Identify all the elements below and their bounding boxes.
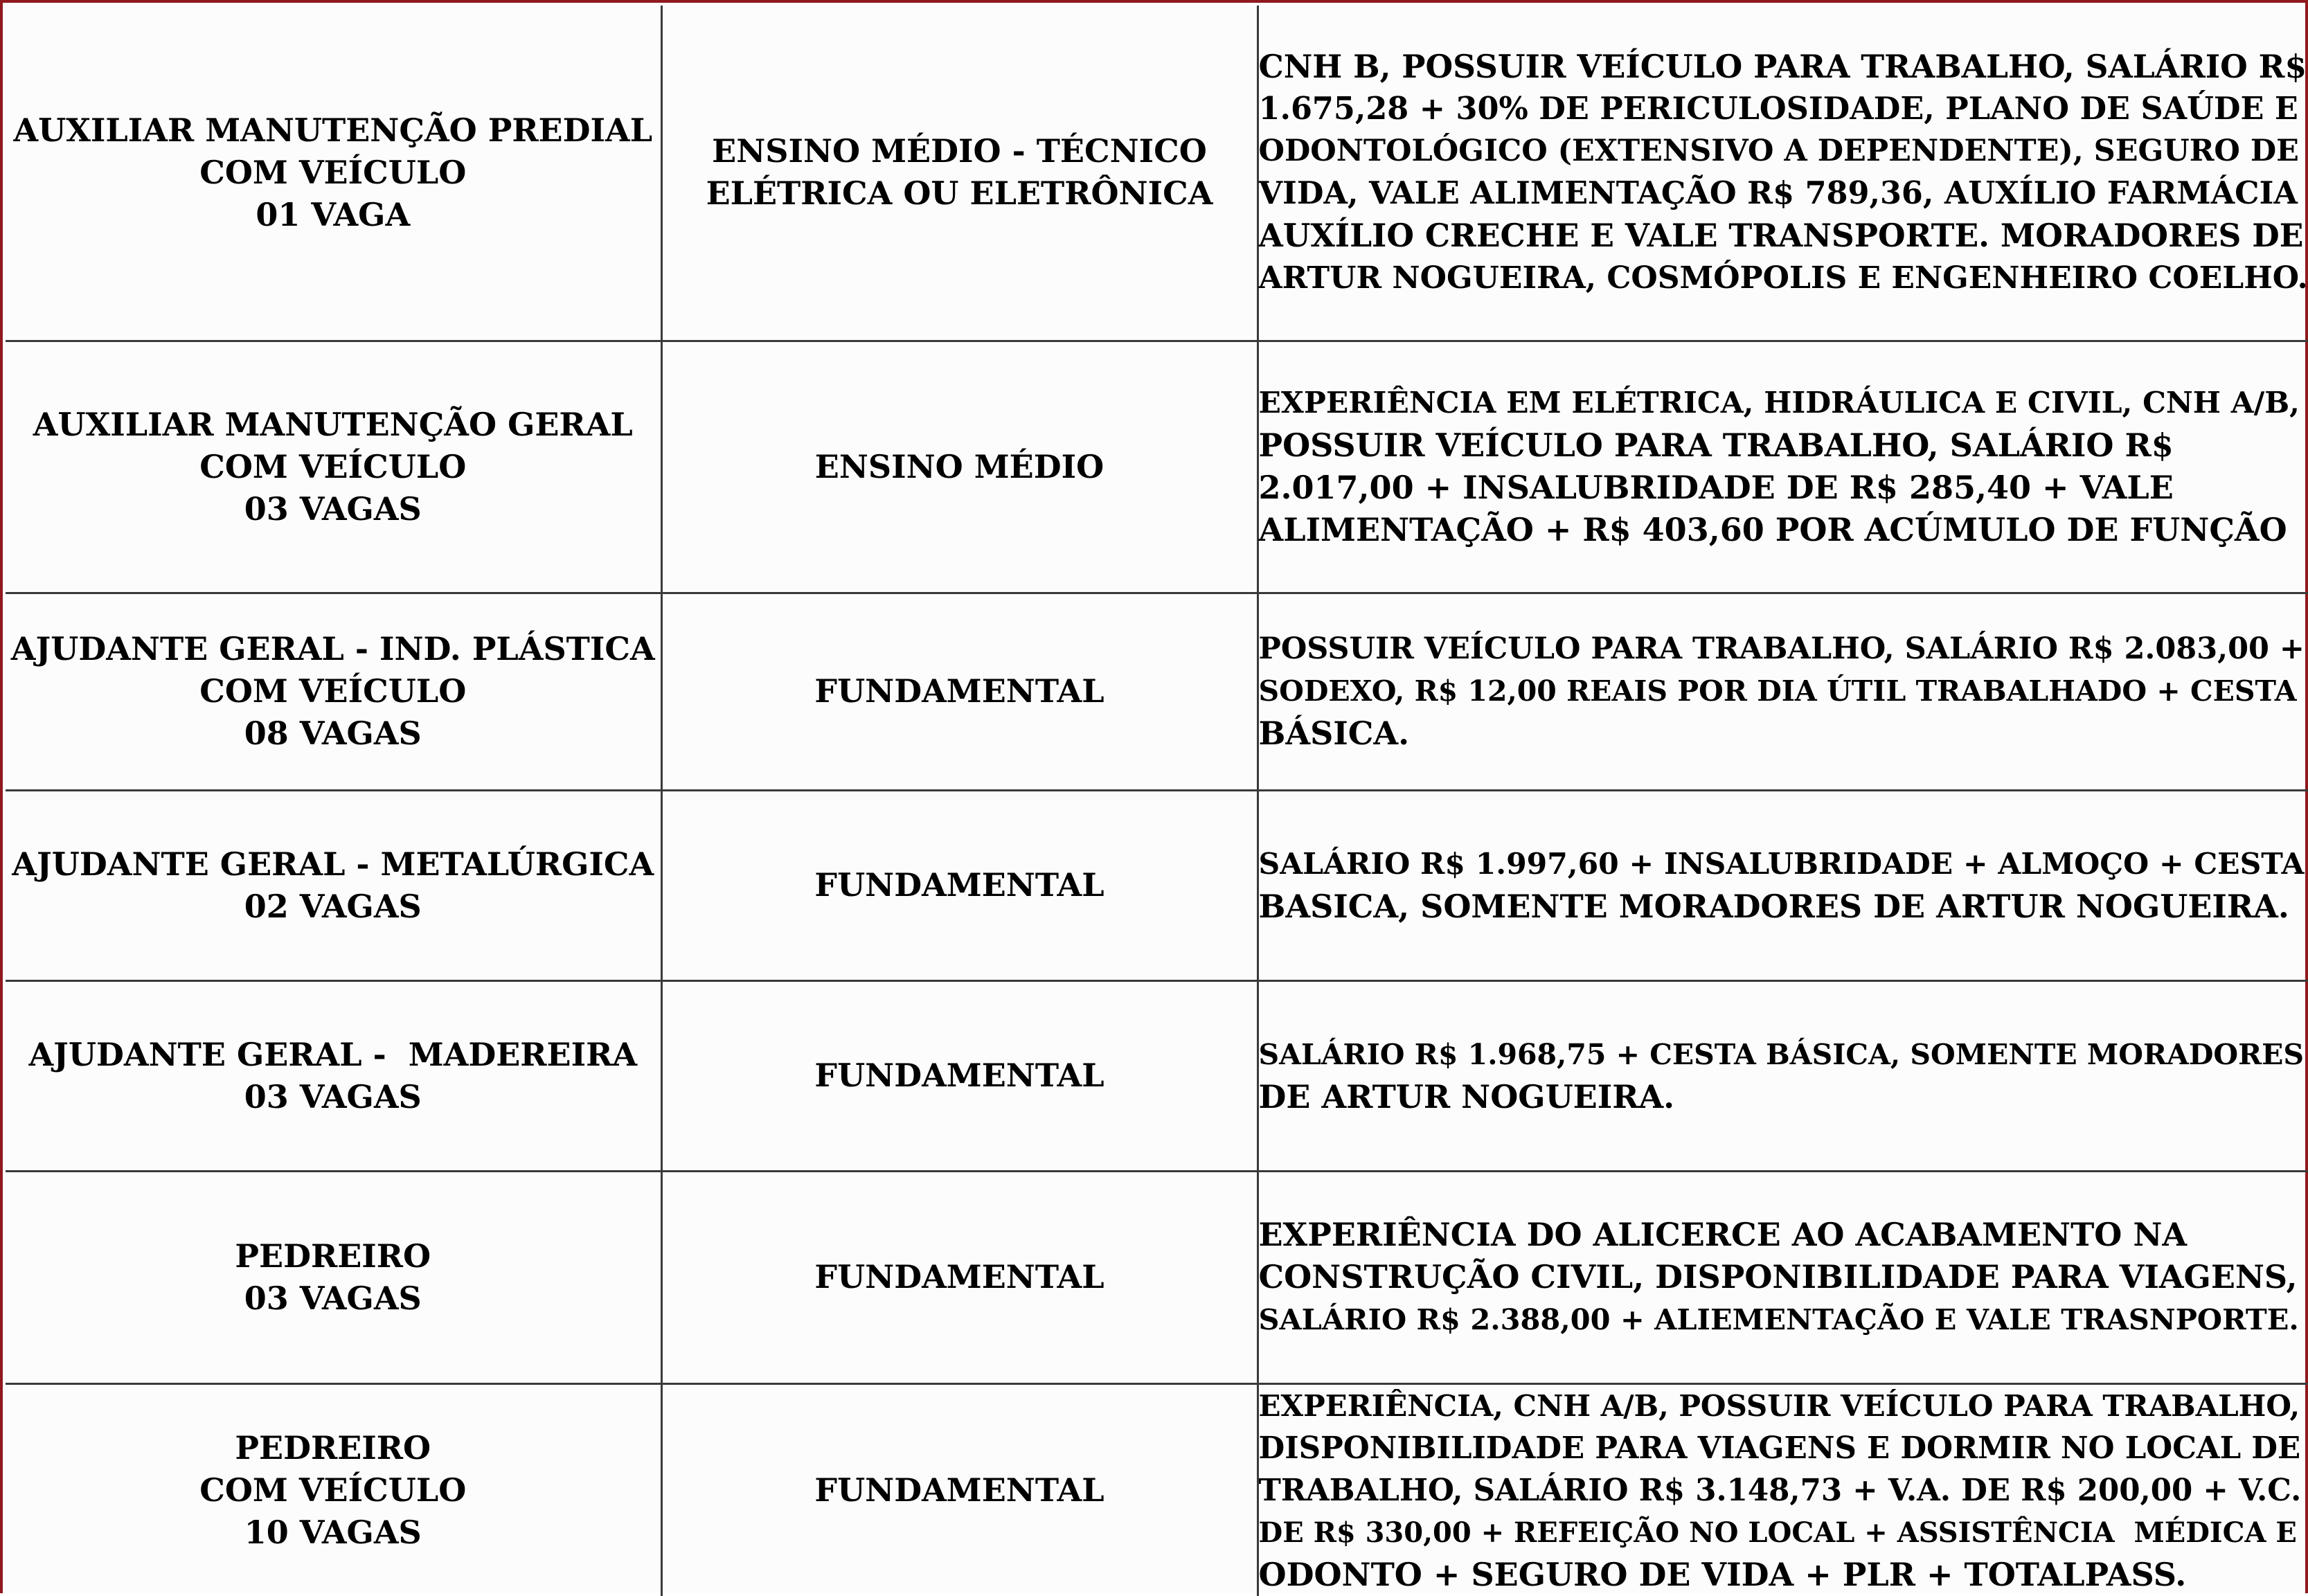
requirements-line: DISPONIBILIDADE PARA VIAGENS E DORMIR NO LOCAL DE <box>1259 1427 2308 1469</box>
requirements-line: BÁSICA. <box>1259 712 2308 755</box>
job-vacancies: 10 VAGAS <box>6 1512 661 1554</box>
job-row-ajudante-geral-madereira <box>6 980 2308 1171</box>
job-vacancies: 02 VAGAS <box>6 886 661 928</box>
job-title-line: COM VEÍCULO <box>6 152 661 194</box>
job-title-cell <box>6 1171 661 1383</box>
job-row-pedreiro <box>6 1171 2308 1383</box>
education-line: FUNDAMENTAL <box>663 1469 1257 1512</box>
education-cell <box>661 980 1258 1171</box>
education-cell <box>661 341 1258 593</box>
requirements-line: DE ARTUR NOGUEIRA. <box>1259 1076 2308 1118</box>
requirements-line: 1.675,28 + 30% DE PERICULOSIDADE, PLANO DE SAÚDE E <box>1259 88 2308 130</box>
job-title-line: COM VEÍCULO <box>6 1469 661 1512</box>
job-title-cell <box>6 593 661 790</box>
job-title-line: PEDREIRO <box>6 1427 661 1469</box>
job-title-line: AUXILIAR MANUTENÇÃO PREDIAL <box>6 109 661 152</box>
job-vacancies: 03 VAGAS <box>6 1277 661 1320</box>
requirements-cell <box>1258 6 2308 341</box>
job-title-line: AJUDANTE GERAL - IND. PLÁSTICA <box>6 628 661 670</box>
education-line: FUNDAMENTAL <box>663 1256 1257 1298</box>
requirements-line: SALÁRIO R$ 1.997,60 + INSALUBRIDADE + ALMOÇO + CESTA <box>1259 843 2308 886</box>
requirements-line: ALIMENTAÇÃO + R$ 403,60 POR ACÚMULO DE FUNÇÃO <box>1259 509 2308 551</box>
job-vacancies: 08 VAGAS <box>6 712 661 755</box>
requirements-line: EXPERIÊNCIA, CNH A/B, POSSUIR VEÍCULO PARA TRABALHO, <box>1259 1385 2308 1427</box>
requirements-line: POSSUIR VEÍCULO PARA TRABALHO, SALÁRIO R$ 2.083,00 + <box>1259 628 2308 670</box>
education-line: FUNDAMENTAL <box>663 864 1257 906</box>
job-title-line: AJUDANTE GERAL - MADEREIRA <box>6 1034 661 1076</box>
job-row-auxiliar-manutencao-geral <box>6 341 2308 593</box>
requirements-cell <box>1258 980 2308 1171</box>
education-line: FUNDAMENTAL <box>663 1055 1257 1097</box>
job-title-line: AUXILIAR MANUTENÇÃO GERAL <box>6 404 661 446</box>
job-title-line: AJUDANTE GERAL - METALÚRGICA <box>6 843 661 886</box>
job-title-cell <box>6 6 661 341</box>
job-listings-table <box>6 6 2308 1596</box>
job-vacancies: 03 VAGAS <box>6 488 661 530</box>
requirements-line: SALÁRIO R$ 1.968,75 + CESTA BÁSICA, SOMENTE MORADORES <box>1259 1034 2308 1076</box>
education-cell <box>661 1171 1258 1383</box>
requirements-line: EXPERIÊNCIA DO ALICERCE AO ACABAMENTO NA <box>1259 1214 2308 1256</box>
requirements-line: POSSUIR VEÍCULO PARA TRABALHO, SALÁRIO R$ <box>1259 424 2308 467</box>
requirements-cell <box>1258 1383 2308 1596</box>
requirements-line: AUXÍLIO CRECHE E VALE TRANSPORTE. MORADORES DE <box>1259 215 2308 257</box>
requirements-line: ODONTOLÓGICO (EXTENSIVO A DEPENDENTE), SEGURO DE <box>1259 130 2308 172</box>
job-row-auxiliar-manutencao-predial <box>6 6 2308 341</box>
requirements-cell <box>1258 341 2308 593</box>
job-title-line: COM VEÍCULO <box>6 670 661 712</box>
requirements-line: EXPERIÊNCIA EM ELÉTRICA, HIDRÁULICA E CIVIL, CNH A/B, <box>1259 382 2308 424</box>
requirements-line: SODEXO, R$ 12,00 REAIS POR DIA ÚTIL TRABALHADO + CESTA <box>1259 670 2308 712</box>
requirements-line: TRABALHO, SALÁRIO R$ 3.148,73 + V.A. DE R$ 200,00 + V.C. <box>1259 1469 2308 1512</box>
requirements-cell <box>1258 1171 2308 1383</box>
requirements-line: ODONTO + SEGURO DE VIDA + PLR + TOTALPASS. <box>1259 1554 2308 1596</box>
requirements-line: VIDA, VALE ALIMENTAÇÃO R$ 789,36, AUXÍLIO FARMÁCIA <box>1259 172 2308 215</box>
requirements-line: CNH B, POSSUIR VEÍCULO PARA TRABALHO, SALÁRIO R$ <box>1259 46 2308 88</box>
education-line: ENSINO MÉDIO - TÉCNICO <box>663 130 1257 172</box>
requirements-line: CONSTRUÇÃO CIVIL, DISPONIBILIDADE PARA VIAGENS, <box>1259 1256 2308 1298</box>
education-line: FUNDAMENTAL <box>663 670 1257 712</box>
education-cell <box>661 1383 1258 1596</box>
job-row-ajudante-geral-metalurgica <box>6 790 2308 980</box>
job-title-line: PEDREIRO <box>6 1235 661 1277</box>
education-line: ENSINO MÉDIO <box>663 446 1257 488</box>
job-vacancies: 03 VAGAS <box>6 1076 661 1118</box>
job-title-cell <box>6 980 661 1171</box>
job-title-cell <box>6 341 661 593</box>
requirements-line: BASICA, SOMENTE MORADORES DE ARTUR NOGUEIRA. <box>1259 886 2308 928</box>
job-title-line: COM VEÍCULO <box>6 446 661 488</box>
education-cell <box>661 593 1258 790</box>
education-line: ELÉTRICA OU ELETRÔNICA <box>663 172 1257 215</box>
education-cell <box>661 6 1258 341</box>
requirements-cell <box>1258 593 2308 790</box>
requirements-line: DE R$ 330,00 + REFEIÇÃO NO LOCAL + ASSISTÊNCIA MÉDICA E <box>1259 1512 2308 1554</box>
requirements-cell <box>1258 790 2308 980</box>
requirements-line: SALÁRIO R$ 2.388,00 + ALIEMENTAÇÃO E VALE TRASNPORTE. <box>1259 1298 2308 1341</box>
requirements-line: 2.017,00 + INSALUBRIDADE DE R$ 285,40 + VALE <box>1259 467 2308 509</box>
job-vacancies: 01 VAGA <box>6 194 661 236</box>
job-title-cell <box>6 1383 661 1596</box>
requirements-line: ARTUR NOGUEIRA, COSMÓPOLIS E ENGENHEIRO COELHO. <box>1259 257 2308 299</box>
job-row-pedreiro-com-veiculo <box>6 1383 2308 1596</box>
education-cell <box>661 790 1258 980</box>
job-row-ajudante-geral-plastica <box>6 593 2308 790</box>
job-title-cell <box>6 790 661 980</box>
